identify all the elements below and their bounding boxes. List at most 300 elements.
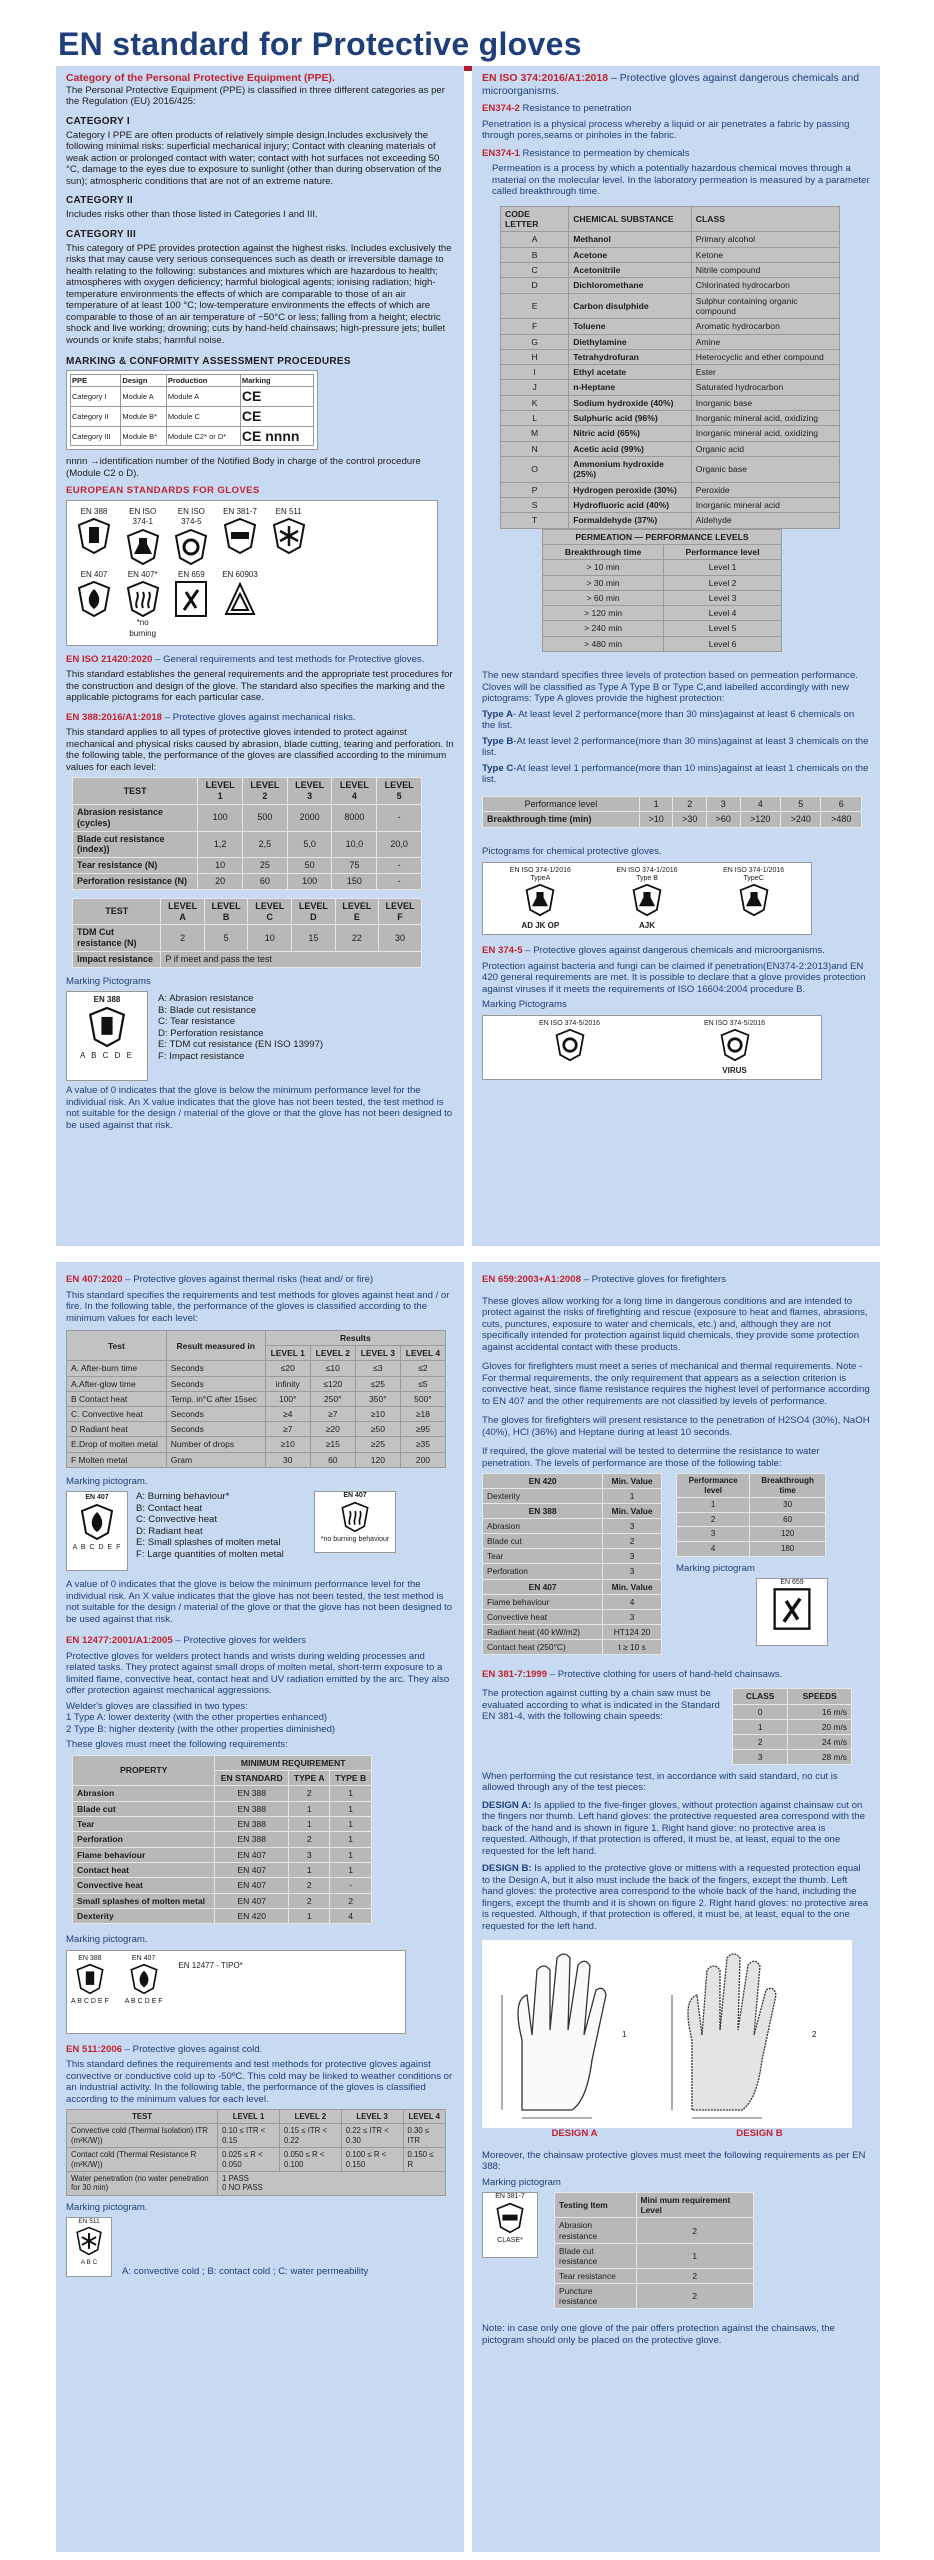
cell: P bbox=[501, 482, 569, 497]
table-row bbox=[67, 1406, 446, 1421]
cell: Convective heat bbox=[73, 1878, 215, 1893]
col-header: LEVEL 1 bbox=[218, 2110, 280, 2124]
col-header: EN 407 bbox=[483, 1579, 603, 1594]
table-row bbox=[71, 406, 314, 426]
standard-desc: Resistance to penetration bbox=[522, 103, 632, 115]
en381-req-table bbox=[554, 2192, 754, 2309]
cell: Methanol bbox=[569, 232, 692, 247]
flask-shield-icon bbox=[524, 883, 556, 917]
chemical-row bbox=[501, 349, 840, 364]
en374-2-heading bbox=[482, 103, 870, 115]
cell: Convective cold (Thermal Isolation) ITR (m²K/W)) bbox=[67, 2124, 218, 2148]
cell: 1 bbox=[289, 1816, 330, 1831]
col-header: LEVEL 4 bbox=[403, 2110, 446, 2124]
en374-5-text: Protection against bacteria and fungi can be claimed if penetration(EN374-2:2013)and EN 420 general requirements are met. It is possible to declare that a glove provides protection against viruses if it meets the requirements of ISO 16604:2004 procedure B. bbox=[482, 960, 866, 995]
hammer-shield-icon bbox=[77, 517, 111, 555]
cell: Water penetration (no water penetration for 30 min) bbox=[67, 2171, 218, 2195]
en388-legend bbox=[158, 991, 323, 1062]
cell: Seconds bbox=[166, 1376, 265, 1391]
cell: t ≥ 10 s bbox=[603, 1639, 662, 1654]
permeation-row bbox=[543, 636, 782, 651]
cell: 2 bbox=[289, 1832, 330, 1847]
firefighter-icon bbox=[174, 580, 208, 618]
en12477-pictogram-label: Marking pictogram. bbox=[66, 1934, 148, 1946]
table-row bbox=[71, 387, 314, 407]
ce-mark: CE bbox=[240, 406, 313, 426]
legend-item: D: Radiant heat bbox=[136, 1525, 203, 1537]
hammer-shield-icon bbox=[75, 1963, 105, 1995]
iso21420-heading bbox=[66, 654, 454, 666]
cell: ≥20 bbox=[310, 1422, 355, 1437]
cell: C. Convective heat bbox=[67, 1406, 167, 1421]
table-row bbox=[67, 1437, 446, 1452]
table-row bbox=[73, 1816, 372, 1831]
cell: Module B* bbox=[121, 426, 166, 446]
cell: Puncture resistance bbox=[555, 2283, 637, 2308]
standard-code: EN ISO 21420:2020 bbox=[66, 653, 153, 665]
col-header: Testing Item bbox=[555, 2193, 637, 2218]
cell: C bbox=[501, 262, 569, 277]
table-row bbox=[67, 1391, 446, 1406]
cell: Sulphuric acid (96%) bbox=[569, 411, 692, 426]
cell: A bbox=[501, 232, 569, 247]
en511-text: This standard defines the requirements and test methods for protective gloves against convective or conductive cold up to -50ºC. This cold may be linked to weather conditions or an industrial activity. In the following table, the performance of the gloves is classified according to the minimum values for each level. bbox=[66, 2059, 453, 2105]
pict-code: EN 659 bbox=[178, 569, 205, 579]
cell: Peroxide bbox=[691, 482, 839, 497]
cell: Diethylamine bbox=[569, 334, 692, 349]
cell: Convective heat bbox=[483, 1609, 603, 1624]
cell: 2 bbox=[677, 1512, 750, 1527]
pict-letters: A B C D E F bbox=[71, 1998, 109, 2006]
cell: Seconds bbox=[166, 1361, 265, 1376]
cell: I bbox=[501, 365, 569, 380]
en374-1-heading bbox=[482, 148, 870, 160]
cell: H bbox=[501, 349, 569, 364]
cell: D Radiant heat bbox=[67, 1422, 167, 1437]
cell: 0.10 ≤ ITR < 0.15 bbox=[218, 2124, 280, 2148]
cell: 0.15 ≤ ITR < 0.22 bbox=[279, 2124, 341, 2148]
cell: 2 bbox=[330, 1893, 372, 1908]
cell: - bbox=[377, 874, 422, 890]
cell: Gram bbox=[166, 1452, 265, 1467]
pict-code: EN 407 bbox=[131, 1954, 156, 1962]
cell: 1 bbox=[733, 1719, 788, 1734]
marking-col: Production bbox=[166, 375, 240, 387]
cell: Organic acid bbox=[691, 441, 839, 456]
en511-pictogram-area bbox=[66, 2217, 454, 2277]
cell: 1 bbox=[603, 1489, 662, 1504]
cat2-text: Includes risks other than those listed in Categories I and III. bbox=[66, 209, 318, 221]
en511-pictogram bbox=[269, 507, 309, 555]
legend-item: C: Convective heat bbox=[136, 1514, 218, 1526]
cell: 1 bbox=[330, 1832, 372, 1847]
table-row bbox=[483, 1564, 662, 1579]
table-row bbox=[73, 858, 422, 874]
chem-pictos-label: Pictograms for chemical protective gloves. bbox=[482, 846, 662, 858]
cell: 2 bbox=[289, 1878, 330, 1893]
pict-code: EN ISO 374-1/2016 bbox=[509, 866, 571, 874]
cell: L bbox=[501, 411, 569, 426]
col-header: LEVEL 4 bbox=[332, 778, 377, 805]
cell: Saturated hydrocarbon bbox=[691, 380, 839, 395]
pict-code: EN 388 bbox=[80, 506, 108, 516]
cell: N bbox=[501, 441, 569, 456]
cell: EN 388 bbox=[215, 1786, 289, 1801]
type-a-pictogram bbox=[510, 867, 571, 931]
cell: EN 388 bbox=[215, 1816, 289, 1831]
table-row bbox=[73, 1878, 372, 1893]
cell: Level 5 bbox=[664, 621, 782, 636]
cell: Tear resistance (N) bbox=[73, 858, 198, 874]
en12477-type2: 2 Type B: higher dexterity (with the other properties diminished) bbox=[66, 1723, 336, 1735]
cell: ≤10 bbox=[310, 1361, 355, 1376]
cell: n-Heptane bbox=[569, 380, 692, 395]
cell: 3 bbox=[603, 1609, 662, 1624]
legend-item: B: Contact heat bbox=[136, 1502, 203, 1514]
en659-marking-picto bbox=[756, 1578, 828, 1646]
pict-letters: AD JK OP bbox=[521, 920, 560, 930]
design-label: DESIGN A: bbox=[482, 1799, 532, 1811]
cell: 2 bbox=[289, 1786, 330, 1801]
cell: 200 bbox=[400, 1452, 445, 1467]
cell: Abrasion bbox=[73, 1786, 215, 1801]
pict-letters: A B C D E F bbox=[72, 1543, 122, 1551]
cell: 1 bbox=[330, 1862, 372, 1877]
chemical-row bbox=[501, 278, 840, 293]
cell: Tear bbox=[483, 1549, 603, 1564]
pict-letters: A B C D E bbox=[79, 1051, 134, 1061]
cell: 20,0 bbox=[377, 831, 422, 858]
cell: 5 bbox=[204, 925, 248, 952]
col-header: CODE LETTER bbox=[501, 206, 569, 232]
cell: Module B* bbox=[121, 406, 166, 426]
col-header: TEST bbox=[73, 898, 161, 925]
table-row bbox=[67, 2171, 446, 2195]
cell: Inorganic mineral acid, oxidizing bbox=[691, 426, 839, 441]
en511-heading bbox=[66, 2044, 454, 2056]
cell: TDM Cut resistance (N) bbox=[73, 925, 161, 952]
cell: EN 407 bbox=[215, 1847, 289, 1862]
cell: Aromatic hydrocarbon bbox=[691, 319, 839, 334]
pict-class: CLASE* bbox=[497, 2237, 523, 2245]
pass-label: 1 PASS bbox=[222, 2173, 249, 2183]
cat1-text: Category I PPE are often products of relatively simple design.Includes exclusively the following minimal risks: superficial mechanical injury; Contact with cleaning materials of weak action or prolonged contact with water; contact with hot surfaces not exceeding 50 °C, damage to the eyes due to exposure to sunlight (other than during observation of the sun); atmospheric conditions that are not of an extreme nature. bbox=[66, 129, 442, 187]
cell: 2 bbox=[289, 1893, 330, 1908]
col-header: LEVEL 2 bbox=[310, 1346, 355, 1361]
standard-code: EN ISO 374:2016/A1:2018 bbox=[482, 72, 609, 84]
en388-level-table bbox=[72, 777, 422, 889]
table-row bbox=[555, 2268, 754, 2283]
pict-code: EN ISO 374-5/2016 bbox=[703, 1019, 766, 1027]
cat1-title: CATEGORY I bbox=[66, 115, 130, 127]
cell: ≥10 bbox=[265, 1437, 310, 1452]
cell: 2 bbox=[636, 2283, 753, 2308]
pict-code: EN 407 bbox=[85, 1494, 109, 1502]
cell: 5 bbox=[781, 796, 821, 812]
cell: 25 bbox=[243, 858, 288, 874]
en407-note: A value of 0 indicates that the glove is below the minimum performance level for the individual risk. An X value indicates that the glove has not been tested, the test method is not suitable for the design / material of the glove or that the glove has not been designed to be used against that risk. bbox=[66, 1579, 453, 1625]
permeation-row bbox=[543, 560, 782, 575]
chemical-row bbox=[501, 247, 840, 262]
table-row bbox=[73, 925, 422, 952]
cell: Perforation resistance (N) bbox=[73, 874, 198, 890]
figure-number: 2 bbox=[812, 2030, 817, 2040]
cell: 15 bbox=[292, 925, 336, 952]
standard-desc: – Protective clothing for users of hand-held chainsaws. bbox=[547, 1668, 783, 1680]
standard-desc: – Protective gloves for welders bbox=[172, 1635, 306, 1647]
en381-speed-area bbox=[482, 1688, 870, 1764]
cell: - bbox=[377, 858, 422, 874]
cell: ≥15 bbox=[310, 1437, 355, 1452]
en374-5-pictogram bbox=[171, 507, 211, 566]
col-header: LEVEL 4 bbox=[400, 1346, 445, 1361]
design-labels bbox=[482, 2128, 852, 2140]
pict-code: EN 659 bbox=[780, 1579, 804, 1587]
col-header: Mini mum requirement Level bbox=[636, 2193, 753, 2218]
type-b-text bbox=[482, 736, 870, 759]
cell: ≤120 bbox=[310, 1376, 355, 1391]
cell: 3 bbox=[706, 796, 740, 812]
cell: 22 bbox=[335, 925, 378, 952]
en381-bottom-area bbox=[482, 2192, 870, 2309]
table-row bbox=[677, 1512, 826, 1527]
table-row bbox=[67, 1452, 446, 1467]
permeation-row bbox=[543, 606, 782, 621]
en659-text4: If required, the glove material will be tested to determine the resistance to water penetration. The levels of performance are those of the following table: bbox=[482, 1446, 820, 1469]
table-row bbox=[73, 805, 422, 832]
cell: Breakthrough time (min) bbox=[483, 812, 640, 828]
design-desc: Is applied to the five-finger gloves, without protection against chainsaw cut on the fingers nor thumb. Left hand gloves: the protective requested area correspond with the back of the hand and is shown in figure 1. Right hand glove: no protective area is requested. Although, if that protection is offered, it must be, at least, equal to the one requested for the left hand. bbox=[482, 1799, 865, 1857]
en381-note: Note: in case only one glove of the pair offers protection against the chainsaws, the pictogram should only be placed on the protective glove. bbox=[482, 2323, 835, 2346]
type-c-pictogram bbox=[723, 867, 784, 931]
cell: 60 bbox=[750, 1512, 826, 1527]
pict-code: EN 407 bbox=[80, 569, 108, 579]
table-row bbox=[73, 952, 422, 968]
cell: ≥7 bbox=[265, 1422, 310, 1437]
cell: 2 bbox=[636, 2268, 753, 2283]
cell: 50 bbox=[287, 858, 332, 874]
cell: 100 bbox=[287, 874, 332, 890]
cell: 2 bbox=[161, 925, 204, 952]
cell: Perforation bbox=[73, 1832, 215, 1847]
chemical-row bbox=[501, 513, 840, 528]
cell: ≥18 bbox=[400, 1406, 445, 1421]
en374-5-heading bbox=[482, 945, 870, 957]
cell: S bbox=[501, 497, 569, 512]
en12477-heading bbox=[66, 1635, 454, 1647]
cell: ≥95 bbox=[400, 1422, 445, 1437]
col-header: EN STANDARD bbox=[215, 1771, 289, 1786]
chemical-row bbox=[501, 411, 840, 426]
col-header: LEVEL E bbox=[335, 898, 378, 925]
col-header: LEVEL 2 bbox=[279, 2110, 341, 2124]
en381-marking-picto bbox=[482, 2192, 538, 2258]
table-row bbox=[67, 1361, 446, 1376]
table-row bbox=[483, 1519, 662, 1534]
cell: Contact cold (Thermal Resistance R (m²K/W)) bbox=[67, 2148, 218, 2172]
standard-code: EN 374-5 bbox=[482, 945, 523, 957]
table-row bbox=[483, 1594, 662, 1609]
col-header: LEVEL F bbox=[378, 898, 421, 925]
cell: Acetic acid (99%) bbox=[569, 441, 692, 456]
table-row bbox=[73, 1893, 372, 1908]
en12477-types-intro: Welder's gloves are classified in two types: bbox=[66, 1700, 248, 1712]
cell: >30 bbox=[673, 812, 707, 828]
en388-text: This standard applies to all types of protective gloves intended to protect against mechanical and physical risks caused by abrasion, blade cutting, tearing and perforation. In the following table, the performance of the gloves are classified according to the minimum values for each level: bbox=[66, 727, 454, 773]
cell: Organic base bbox=[691, 457, 839, 483]
cell: - bbox=[330, 1878, 372, 1893]
en388-pictogram-area bbox=[66, 991, 454, 1081]
col-header: Breakthrough time bbox=[750, 1474, 826, 1498]
en60903-pictogram bbox=[220, 570, 260, 618]
pict-code: EN ISO 374-1/2016 bbox=[616, 866, 678, 874]
standard-desc: – Protective gloves for firefighters bbox=[580, 1274, 726, 1285]
cell: 4 bbox=[677, 1541, 750, 1556]
en511-pictogram-label: Marking pictogram. bbox=[66, 2201, 148, 2213]
cell: >240 bbox=[781, 812, 821, 828]
chemical-row bbox=[501, 365, 840, 380]
standard-desc: – Protective gloves against thermal risks (heat and/ or fire) bbox=[122, 1274, 374, 1285]
flask-shield-icon bbox=[126, 528, 160, 566]
pict-type: TypeA bbox=[530, 875, 551, 883]
cell: 500° bbox=[400, 1391, 445, 1406]
en659-right-col bbox=[676, 1473, 828, 1655]
chemical-row bbox=[501, 441, 840, 456]
snowflake-shield-icon bbox=[272, 517, 306, 555]
cell: > 240 min bbox=[543, 621, 664, 636]
chemical-row bbox=[501, 426, 840, 441]
cell: 2,5 bbox=[243, 831, 288, 858]
en659-text3: The gloves for firefighters will present resistance to the penetration of H2SO4 (30%), NaOH (40%), HCl (36%) and Heptane during at least 10 seconds. bbox=[482, 1415, 870, 1438]
standard-desc: – Protective gloves against cold. bbox=[122, 2043, 263, 2055]
no-pass-label: 0 NO PASS bbox=[222, 2183, 263, 2193]
firefighter-icon bbox=[772, 1587, 812, 1631]
col-header: LEVEL 3 bbox=[341, 2110, 403, 2124]
cat3-text: This category of PPE provides protection against the highest risks. Includes exclusively the risks that may cause very serious consequences such as death or irreversible damage to health relating to the following: substances and mixtures which are hazardous to health; atmospheres with oxygen deficiency; harmful biological agents; ionising radiation; high-temperature environments the effects of which are comparable to those of an air temperature of at least 100 °C; low-temperature environments the effects of which are comparable to those of an air temperature of −50°C or less; falling from a height; electric shock and live working; drowning; cuts by hand-held chainsaws; high-pressure jets; bullet wounds or knife stabs; harmful noise. bbox=[66, 242, 452, 346]
panel-en374 bbox=[472, 66, 880, 1246]
no-burning-note: *no burning bbox=[129, 618, 157, 638]
en407-pictogram bbox=[74, 570, 114, 618]
chemicals-table bbox=[500, 206, 840, 529]
en407-small-picto bbox=[125, 1955, 163, 2007]
col-header: EN 388 bbox=[483, 1504, 603, 1519]
en659-tables-area bbox=[482, 1473, 870, 1655]
double-triangle-icon bbox=[223, 580, 257, 618]
cell: 10 bbox=[198, 858, 243, 874]
cell: 1 bbox=[289, 1862, 330, 1877]
cell: ≤2 bbox=[400, 1361, 445, 1376]
cell: Ester bbox=[691, 365, 839, 380]
cell: Toluene bbox=[569, 319, 692, 334]
table-row bbox=[73, 831, 422, 858]
cell: Blade cut bbox=[483, 1534, 603, 1549]
type-c-text bbox=[482, 763, 870, 786]
design-b-text bbox=[482, 1863, 870, 1932]
table-row bbox=[73, 1832, 372, 1847]
en388-pictograms-label: Marking Pictograms bbox=[66, 975, 151, 987]
cell: Number of drops bbox=[166, 1437, 265, 1452]
standard-desc: – General requirements and test methods for Protective gloves. bbox=[152, 653, 425, 665]
cell: Performance level bbox=[483, 796, 640, 812]
glove-outline-icon bbox=[482, 1940, 852, 2128]
biohazard-shield-icon bbox=[174, 528, 208, 566]
cell: Hydrogen peroxide (30%) bbox=[569, 482, 692, 497]
cell: Acetonitrile bbox=[569, 262, 692, 277]
en388-small-picto bbox=[71, 1955, 109, 2007]
cell: 0.025 ≤ R < 0.050 bbox=[218, 2148, 280, 2172]
en388-note: A value of 0 indicates that the glove is below the minimum performance level for the individual risk. An X value indicates that the glove has not been tested, the test method is not suitable for the design / material of the glove or that the glove has not been designed to be used against that risk. bbox=[66, 1085, 453, 1131]
cell: B Contact heat bbox=[67, 1391, 167, 1406]
cell: 24 m/s bbox=[788, 1734, 852, 1749]
cell: Flame behaviour bbox=[483, 1594, 603, 1609]
cell: O bbox=[501, 457, 569, 483]
permeation-table bbox=[542, 529, 782, 653]
pict-code: EN 388 bbox=[93, 995, 121, 1005]
marking-col: Design bbox=[121, 375, 166, 387]
cell: >10 bbox=[639, 812, 673, 828]
chemical-row bbox=[501, 334, 840, 349]
en407-pictogram-area bbox=[66, 1491, 454, 1571]
cell: Perforation bbox=[483, 1564, 603, 1579]
marking-table-box bbox=[66, 370, 318, 450]
cell: 100° bbox=[265, 1391, 310, 1406]
pict-code: EN ISO 374-5/2016 bbox=[538, 1019, 601, 1027]
en381-text3: Moreover, the chainsaw protective gloves must meet the following requirements as per EN 388: bbox=[482, 2149, 866, 2173]
bio-pictograms-box bbox=[482, 1015, 822, 1080]
cell: Dichloromethane bbox=[569, 278, 692, 293]
cell: Contact heat bbox=[73, 1862, 215, 1877]
type-b-pictogram bbox=[616, 867, 677, 931]
cell: 100 bbox=[198, 805, 243, 832]
cell: Chlorinated hydrocarbon bbox=[691, 278, 839, 293]
cell: 120 bbox=[355, 1452, 400, 1467]
cell: Category I bbox=[71, 387, 121, 407]
cell: Level 4 bbox=[664, 606, 782, 621]
permeation-row bbox=[543, 590, 782, 605]
standard-desc: – Protective gloves against dangerous chemicals and microorganisms. bbox=[482, 72, 860, 97]
cell: K bbox=[501, 395, 569, 410]
cell: 1 bbox=[289, 1908, 330, 1923]
cell: 1 bbox=[330, 1847, 372, 1862]
cell: EN 388 bbox=[215, 1832, 289, 1847]
ppe-intro: The Personal Protective Equipment (PPE) is classified in three different categories as per the Regulation (EU) 2016/425: bbox=[66, 84, 445, 108]
en381-text1: The protection against cutting by a chain saw must be evaluated according to what is indicated in the Standard EN 381-4, with the following chain speeds: bbox=[482, 1688, 720, 1723]
figure-number: 1 bbox=[622, 2030, 627, 2040]
cell: 2 bbox=[673, 796, 707, 812]
col-header: LEVEL 2 bbox=[243, 778, 288, 805]
table-row bbox=[555, 2283, 754, 2308]
chemical-row bbox=[501, 395, 840, 410]
cell: HT124 20 bbox=[603, 1624, 662, 1639]
pict-letters: A B C D E F bbox=[124, 1998, 163, 2006]
chemical-row bbox=[501, 497, 840, 512]
table-row bbox=[733, 1734, 852, 1749]
marking-table bbox=[70, 374, 314, 446]
legend-item: F: Large quantities of molten metal bbox=[136, 1548, 284, 1560]
en12477-text: Protective gloves for welders protect hands and wrists during welding processes and related tasks. They protect against small drops of molten metal, short-term exposure to a limited flame, convective heat, contact heat and UV radiation emitted by the arc. They also offer protection against mechanical aggressions. bbox=[66, 1650, 450, 1697]
en511-legend: A: convective cold ; B: contact cold ; C: water permeability bbox=[122, 2265, 369, 2277]
tipo-label: EN 12477 - TIPO* bbox=[178, 1960, 243, 1970]
cell: 180 bbox=[750, 1541, 826, 1556]
type-a-text bbox=[482, 709, 870, 732]
performance-level-table bbox=[482, 796, 862, 829]
cell: Category III bbox=[71, 426, 121, 446]
cell: 0.050 ≤ R < 0.100 bbox=[279, 2148, 341, 2172]
en407-marking-picto bbox=[66, 1491, 128, 1571]
cell: 500 bbox=[243, 805, 288, 832]
standard-code: EN 12477:2001/A1:2005 bbox=[66, 1635, 173, 1647]
cell: 8000 bbox=[332, 805, 377, 832]
